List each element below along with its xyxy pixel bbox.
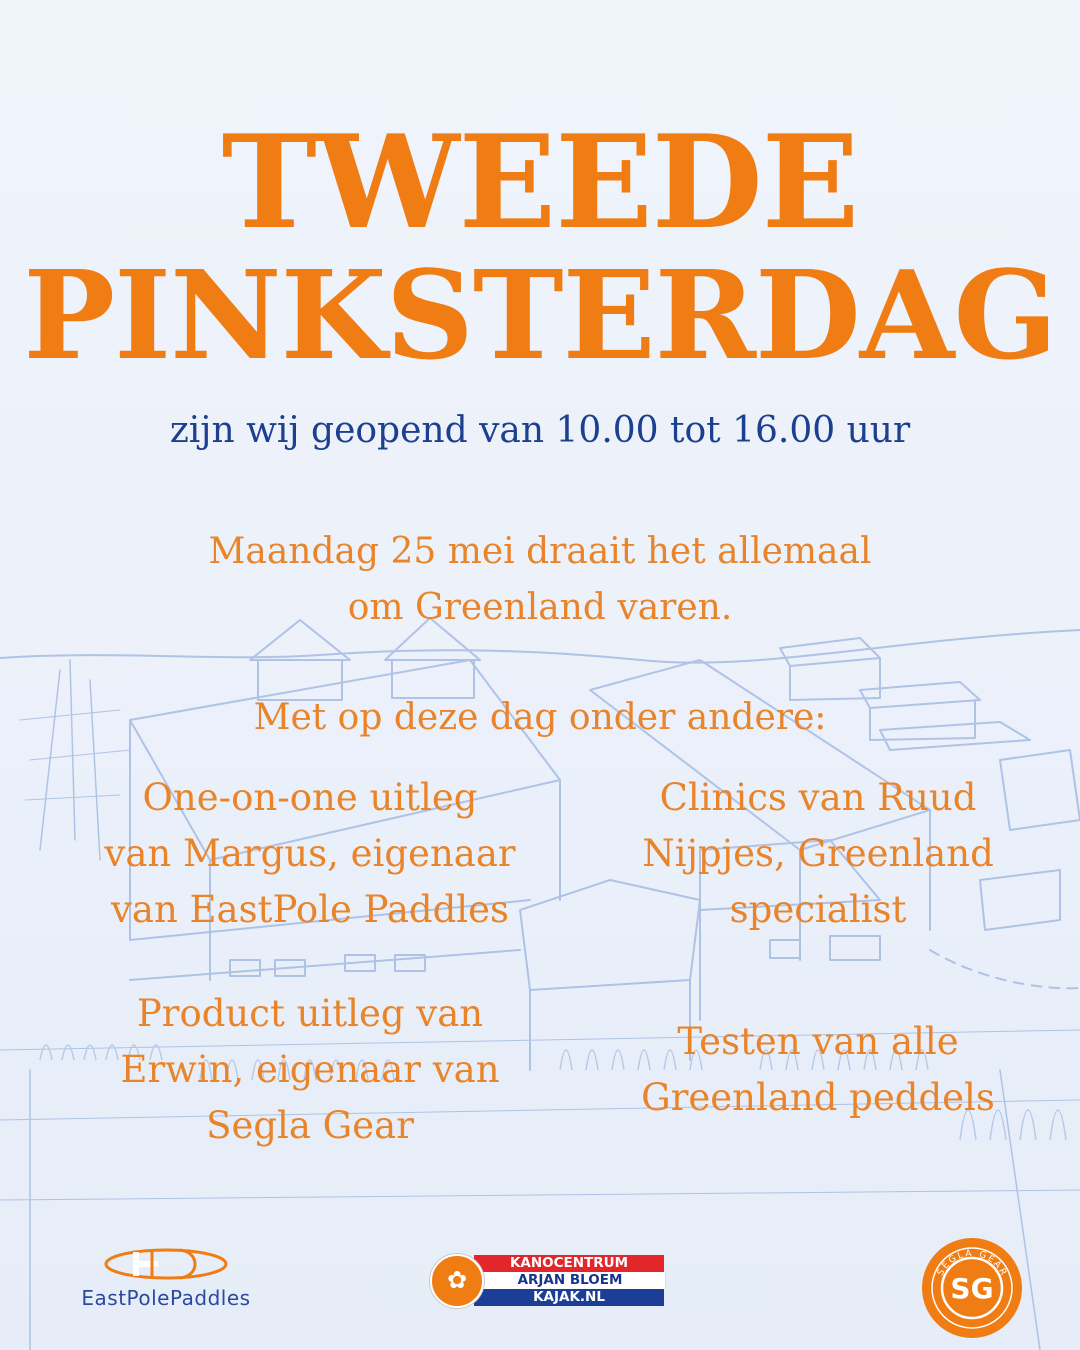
intro-line-2: om Greenland varen. (347, 587, 733, 628)
program-item-erwin (80, 986, 540, 1154)
program-item-line: van EastPole Paddles (110, 888, 510, 931)
intro-text (0, 524, 1080, 636)
program-item-line: One-on-one uitleg (142, 776, 478, 819)
program-item-line: specialist (729, 888, 907, 931)
program-item-line: van Margus, eigenaar (104, 832, 516, 875)
program-item-line: Erwin, eigenaar van (120, 1048, 500, 1091)
eastpole-paddles-wordmark: EastPolePaddles (81, 1286, 251, 1310)
program-item-line: Nijpjes, Greenland (642, 832, 994, 875)
intro-line-1: Maandag 25 mei draait het allemaal (208, 531, 872, 572)
program-item-line: Product uitleg van (136, 992, 484, 1035)
program-item-line: Segla Gear (206, 1104, 414, 1147)
kajak-nl-wordmark: KAJAK.NL (474, 1289, 664, 1306)
title-line-1: TWEEDE (221, 108, 859, 258)
eastpole-paddles-emblem-icon (40, 1244, 292, 1286)
kanocentrum-arjan-bloem-logo (424, 1250, 668, 1308)
title-line-2: PINKSTERDAG (23, 243, 1057, 387)
program-item-ruud (588, 770, 1048, 938)
program-item-line: Clinics van Ruud (659, 776, 977, 819)
opening-hours-subtitle: zijn wij geopend van 10.00 tot 16.00 uur (169, 410, 911, 451)
program-item-line: Testen van alle (677, 1020, 959, 1063)
svg-text:SEGLA GEAR: SEGLA GEAR (935, 1248, 1009, 1279)
kajak-flower-badge-icon: ✿ (430, 1254, 484, 1308)
kanocentrum-wordmark: KANOCENTRUM (474, 1255, 664, 1272)
program-item-line: Greenland peddels (641, 1076, 995, 1119)
program-heading: Met op deze dag onder andere: (253, 697, 827, 738)
program-item-margus (80, 770, 540, 938)
program-item-testing (588, 1014, 1048, 1126)
svg-text:SG: SG (950, 1272, 994, 1305)
arjan-bloem-wordmark: ARJAN BLOEM (474, 1272, 666, 1289)
eastpole-paddles-logo (40, 1244, 292, 1314)
segla-gear-logo (920, 1236, 1024, 1340)
